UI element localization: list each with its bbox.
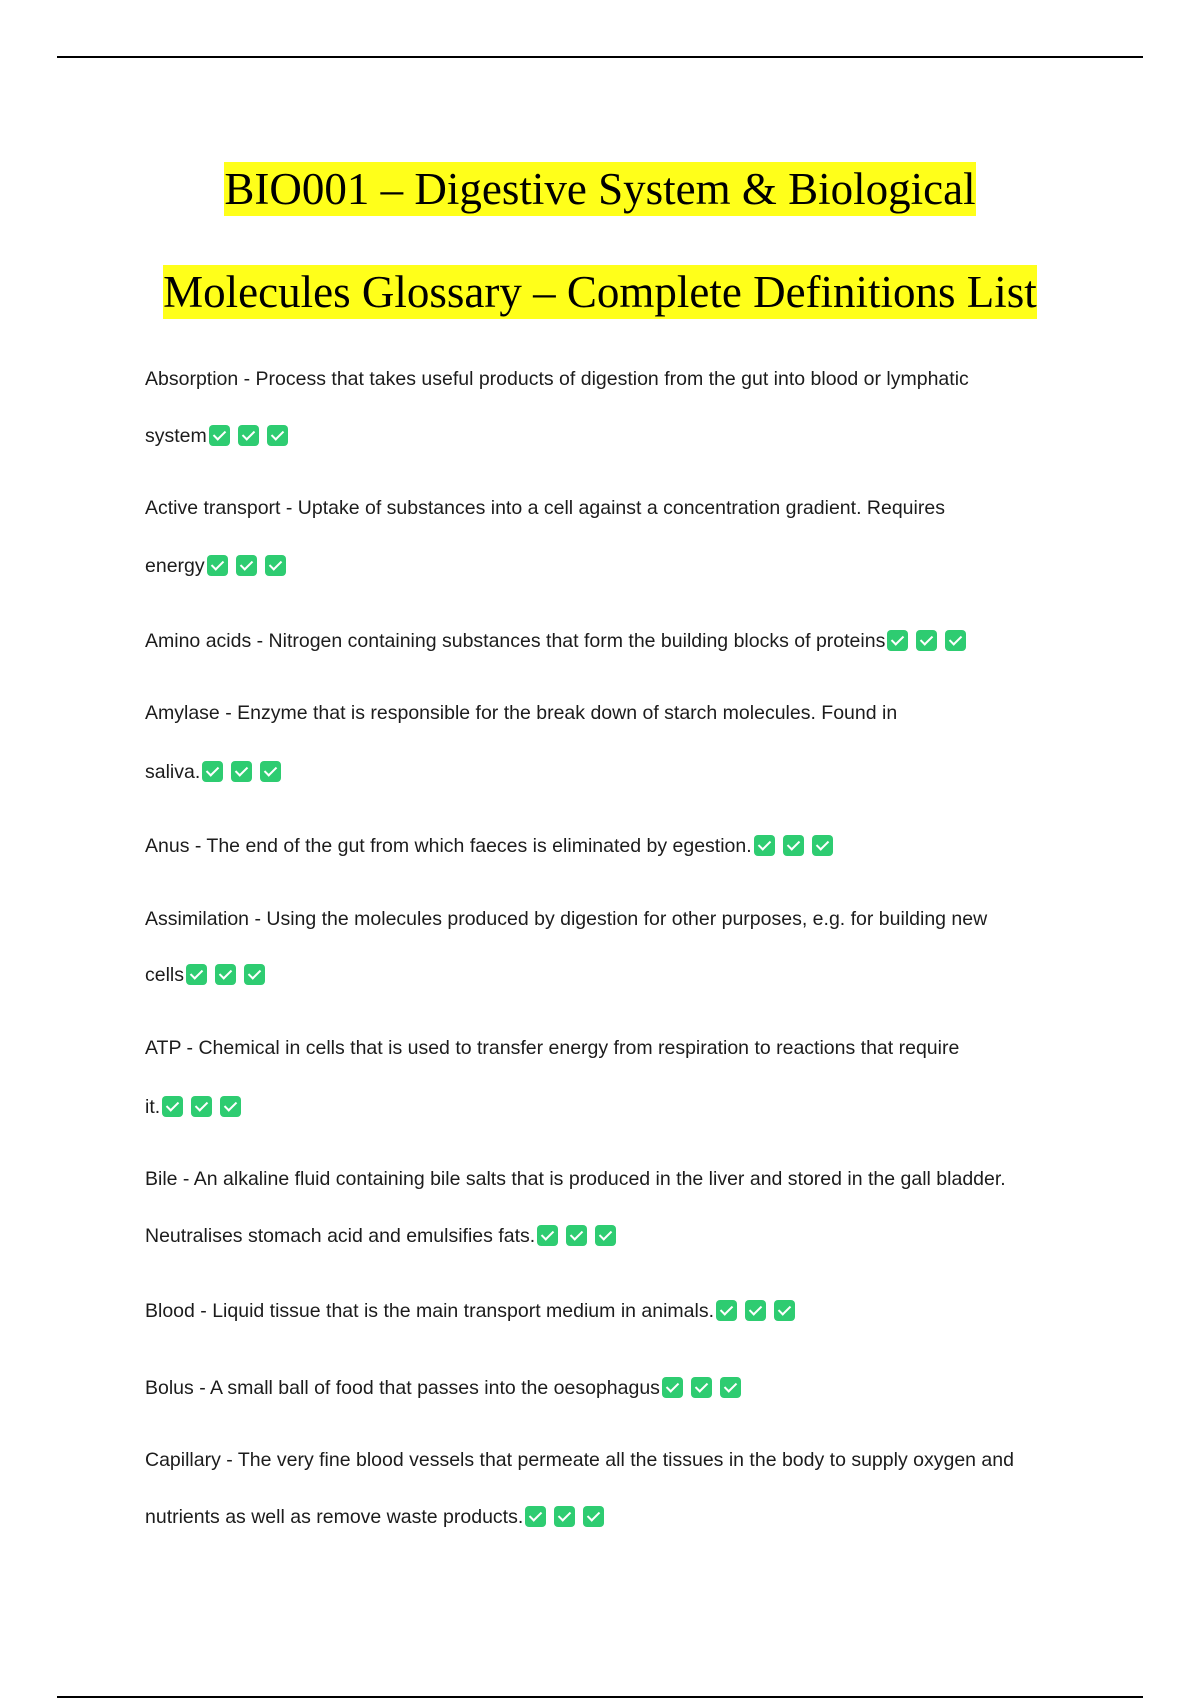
check-box-icon — [720, 1377, 741, 1398]
entry-text: Amino acids - Nitrogen containing substances that form the building blocks of proteins — [145, 630, 886, 652]
check-marks — [525, 1506, 612, 1536]
check-box-icon — [209, 425, 230, 446]
check-box-icon — [207, 555, 228, 576]
title-line-2: Molecules Glossary – Complete Definitions List — [163, 267, 1037, 317]
check-box-icon — [916, 630, 937, 651]
glossary-entry-active-transport — [145, 493, 945, 523]
entry-text: Neutralises stomach acid and emulsifies fats. — [145, 1225, 536, 1247]
glossary-entry-capillary — [145, 1445, 1014, 1475]
check-marks — [662, 1377, 749, 1407]
check-box-icon — [162, 1096, 183, 1117]
check-box-icon — [774, 1300, 795, 1321]
glossary-entry-absorption-cont — [145, 421, 296, 455]
check-box-icon — [244, 964, 265, 985]
entry-text: Amylase - Enzyme that is responsible for the break down of starch molecules. Found in — [145, 702, 898, 724]
check-marks — [162, 1096, 249, 1126]
check-box-icon — [525, 1506, 546, 1527]
title-line-1: BIO001 – Digestive System & Biological — [224, 164, 976, 214]
check-box-icon — [691, 1377, 712, 1398]
entry-text: it. — [145, 1096, 161, 1118]
check-box-icon — [566, 1225, 587, 1246]
entry-text: Assimilation - Using the molecules produced by digestion for other purposes, e.g. for building new — [145, 908, 988, 930]
glossary-entry-atp-cont — [145, 1092, 249, 1126]
check-box-icon — [220, 1096, 241, 1117]
check-box-icon — [595, 1225, 616, 1246]
check-box-icon — [887, 630, 908, 651]
glossary-entry-amylase-cont — [145, 757, 289, 791]
glossary-entry-absorption — [145, 364, 969, 394]
bottom-rule — [57, 1696, 1143, 1698]
glossary-entry-amino-acids — [145, 626, 974, 660]
check-marks — [186, 964, 273, 994]
check-marks — [887, 630, 974, 660]
check-marks — [209, 425, 296, 455]
check-box-icon — [215, 964, 236, 985]
check-box-icon — [716, 1300, 737, 1321]
check-box-icon — [537, 1225, 558, 1246]
check-box-icon — [236, 555, 257, 576]
check-box-icon — [231, 761, 252, 782]
check-marks — [716, 1300, 803, 1330]
check-box-icon — [202, 761, 223, 782]
check-box-icon — [783, 835, 804, 856]
entry-text: Bile - An alkaline fluid containing bile salts that is produced in the liver and stored in the gall bladder. — [145, 1168, 1006, 1190]
glossary-entry-bile-cont — [145, 1221, 624, 1255]
check-box-icon — [945, 630, 966, 651]
entry-text: nutrients as well as remove waste products. — [145, 1506, 524, 1528]
check-box-icon — [554, 1506, 575, 1527]
glossary-entry-bile — [145, 1164, 1006, 1194]
check-box-icon — [191, 1096, 212, 1117]
check-box-icon — [238, 425, 259, 446]
glossary-entry-bolus — [145, 1373, 749, 1407]
glossary-entry-assimilation — [145, 904, 987, 934]
glossary-entry-atp — [145, 1033, 959, 1063]
entry-text: Absorption - Process that takes useful products of digestion from the gut into blood or lymphatic — [145, 368, 969, 390]
check-marks — [207, 555, 294, 585]
check-box-icon — [662, 1377, 683, 1398]
glossary-entry-active-transport-cont — [145, 551, 294, 585]
glossary-entry-blood — [145, 1296, 803, 1330]
entry-text: Capillary - The very fine blood vessels that permeate all the tissues in the body to supply oxygen and — [145, 1449, 1014, 1471]
check-marks — [754, 835, 841, 865]
entry-text: Anus - The end of the gut from which faeces is eliminated by egestion. — [145, 835, 752, 857]
glossary-entry-anus — [145, 831, 841, 865]
glossary-entry-assimilation-cont — [145, 960, 273, 994]
check-box-icon — [265, 555, 286, 576]
entry-text: ATP - Chemical in cells that is used to transfer energy from respiration to reactions that require — [145, 1037, 960, 1059]
entry-text: Blood - Liquid tissue that is the main transport medium in animals. — [145, 1300, 715, 1322]
check-marks — [537, 1225, 624, 1255]
entry-text: system — [145, 425, 207, 447]
entry-text: saliva. — [145, 761, 201, 783]
check-box-icon — [267, 425, 288, 446]
check-box-icon — [186, 964, 207, 985]
glossary-entry-amylase — [145, 698, 897, 728]
entry-text: Bolus - A small ball of food that passes into the oesophagus — [145, 1377, 660, 1399]
entry-text: energy — [145, 555, 205, 577]
check-box-icon — [754, 835, 775, 856]
check-box-icon — [812, 835, 833, 856]
check-box-icon — [583, 1506, 604, 1527]
glossary-entry-capillary-cont — [145, 1502, 612, 1536]
entry-text: cells — [145, 964, 185, 986]
entry-text: Active transport - Uptake of substances into a cell against a concentration gradient. Requires — [145, 497, 945, 519]
check-box-icon — [260, 761, 281, 782]
check-marks — [202, 761, 289, 791]
check-box-icon — [745, 1300, 766, 1321]
